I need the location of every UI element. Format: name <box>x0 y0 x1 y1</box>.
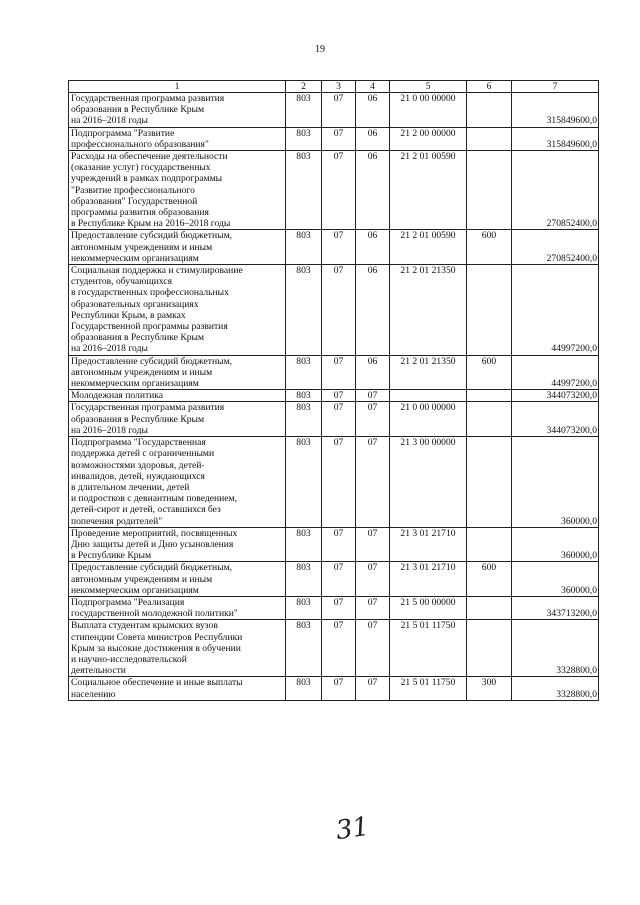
page-number: 19 <box>315 44 325 55</box>
cell-amount: 315849600,0 <box>512 127 599 150</box>
cell-target-article: 21 3 00 00000 <box>390 437 467 528</box>
cell-target-article: 21 5 01 11750 <box>390 620 467 677</box>
table-row <box>69 527 599 562</box>
cell-code-section: 07 <box>322 127 356 150</box>
cell-code-section: 07 <box>322 677 356 700</box>
cell-code-ministry: 803 <box>286 390 322 402</box>
cell-code-subsection: 07 <box>356 562 390 597</box>
cell-code-subsection: 06 <box>356 151 390 230</box>
cell-code-subsection: 07 <box>356 677 390 700</box>
cell-code-subsection: 06 <box>356 230 390 265</box>
cell-name: Расходы на обеспечение деятельности (оказание услуг) государственных учреждений в рамках подпрограммы "Развитие профессионального образования" Государственной программы развития образования в Республике Крым на 2016–2018 годы <box>69 151 286 230</box>
cell-code-ministry: 803 <box>286 402 322 437</box>
cell-code-subsection: 06 <box>356 265 390 356</box>
cell-code-ministry: 803 <box>286 620 322 677</box>
cell-code-ministry: 803 <box>286 127 322 150</box>
cell-name: Подпрограмма "Реализация государственной молодежной политики" <box>69 596 286 619</box>
cell-code-subsection: 07 <box>356 527 390 562</box>
cell-amount: 360000,0 <box>512 527 599 562</box>
cell-code-subsection: 07 <box>356 402 390 437</box>
cell-name: Социальная поддержка и стимулирование студентов, обучающихся в государственных профессиональных образовательных организациях Республики Крым, в рамках Государственной программы развития образования в Республике Крым на 2016–2018 годы <box>69 265 286 356</box>
cell-code-ministry: 803 <box>286 437 322 528</box>
cell-code-section: 07 <box>322 151 356 230</box>
cell-name: Государственная программа развития образования в Республике Крым на 2016–2018 годы <box>69 402 286 437</box>
cell-code-ministry: 803 <box>286 93 322 128</box>
table-row <box>69 355 599 390</box>
cell-amount: 343713200,0 <box>512 596 599 619</box>
cell-amount: 344073200,0 <box>512 390 599 402</box>
cell-expense-type: 300 <box>467 677 512 700</box>
cell-amount: 44997200,0 <box>512 355 599 390</box>
column-header: 7 <box>512 81 599 93</box>
cell-amount: 360000,0 <box>512 562 599 597</box>
table-row <box>69 390 599 402</box>
table-row <box>69 127 599 150</box>
cell-code-section: 07 <box>322 620 356 677</box>
cell-code-section: 07 <box>322 265 356 356</box>
cell-code-subsection: 07 <box>356 620 390 677</box>
cell-code-section: 07 <box>322 437 356 528</box>
cell-name: Предоставление субсидий бюджетным, автономным учреждениям и иным некоммерческим организациям <box>69 355 286 390</box>
cell-name: Подпрограмма "Государственная поддержка детей с ограниченными возможностями здоровья, детей- инвалидов, детей, нуждающихся в длительном лечении, детей и подростков с девиантным поведением, детей-сирот и детей, оставшихся без попечения родителей" <box>69 437 286 528</box>
cell-expense-type: 600 <box>467 355 512 390</box>
cell-target-article: 21 3 01 21710 <box>390 527 467 562</box>
cell-name: Предоставление субсидий бюджетным, автономным учреждениям и иным некоммерческим организациям <box>69 230 286 265</box>
cell-code-ministry: 803 <box>286 151 322 230</box>
cell-expense-type: 600 <box>467 562 512 597</box>
cell-code-subsection: 06 <box>356 93 390 128</box>
cell-name: Молодежная политика <box>69 390 286 402</box>
cell-target-article: 21 2 01 21350 <box>390 265 467 356</box>
cell-code-ministry: 803 <box>286 562 322 597</box>
cell-name: Выплата студентам крымских вузов стипендии Совета министров Республики Крым за высокие достижения в обучении и научно-исследовательской деятельности <box>69 620 286 677</box>
cell-expense-type <box>467 437 512 528</box>
cell-code-subsection: 07 <box>356 437 390 528</box>
cell-expense-type <box>467 151 512 230</box>
budget-table <box>68 80 599 701</box>
cell-target-article: 21 5 01 11750 <box>390 677 467 700</box>
cell-code-section: 07 <box>322 596 356 619</box>
cell-expense-type <box>467 527 512 562</box>
cell-code-section: 07 <box>322 562 356 597</box>
column-header: 1 <box>69 81 286 93</box>
cell-code-section: 07 <box>322 402 356 437</box>
cell-target-article: 21 2 01 00590 <box>390 230 467 265</box>
cell-code-subsection: 07 <box>356 390 390 402</box>
cell-amount: 344073200,0 <box>512 402 599 437</box>
table-body <box>69 93 599 701</box>
cell-target-article: 21 2 01 00590 <box>390 151 467 230</box>
table-row <box>69 677 599 700</box>
cell-target-article: 21 2 01 21350 <box>390 355 467 390</box>
cell-amount: 270852400,0 <box>512 230 599 265</box>
cell-code-ministry: 803 <box>286 677 322 700</box>
cell-code-subsection: 06 <box>356 127 390 150</box>
column-header: 6 <box>467 81 512 93</box>
cell-target-article: 21 0 00 00000 <box>390 402 467 437</box>
cell-code-subsection: 07 <box>356 596 390 619</box>
table-row <box>69 265 599 356</box>
cell-expense-type <box>467 93 512 128</box>
cell-name: Подпрограмма "Развитие профессионального образования" <box>69 127 286 150</box>
cell-amount: 360000,0 <box>512 437 599 528</box>
cell-expense-type <box>467 265 512 356</box>
cell-code-section: 07 <box>322 230 356 265</box>
cell-expense-type <box>467 390 512 402</box>
table-row <box>69 230 599 265</box>
cell-target-article: 21 0 00 00000 <box>390 93 467 128</box>
cell-amount: 315849600,0 <box>512 93 599 128</box>
column-header: 3 <box>322 81 356 93</box>
cell-expense-type <box>467 402 512 437</box>
table-header-row <box>69 81 599 93</box>
cell-code-ministry: 803 <box>286 527 322 562</box>
column-header: 4 <box>356 81 390 93</box>
cell-target-article: 21 5 00 00000 <box>390 596 467 619</box>
cell-amount: 3328800,0 <box>512 620 599 677</box>
cell-expense-type <box>467 596 512 619</box>
table-row <box>69 93 599 128</box>
table-row <box>69 596 599 619</box>
table-row <box>69 402 599 437</box>
cell-code-section: 07 <box>322 390 356 402</box>
cell-target-article: 21 3 01 21710 <box>390 562 467 597</box>
cell-amount: 270852400,0 <box>512 151 599 230</box>
cell-expense-type <box>467 127 512 150</box>
handwritten-page-number: 31 <box>334 811 372 847</box>
cell-name: Государственная программа развития образования в Республике Крым на 2016–2018 годы <box>69 93 286 128</box>
cell-target-article: 21 2 00 00000 <box>390 127 467 150</box>
column-header: 5 <box>390 81 467 93</box>
cell-code-section: 07 <box>322 527 356 562</box>
cell-code-ministry: 803 <box>286 355 322 390</box>
table-row <box>69 620 599 677</box>
cell-name: Проведение мероприятий, посвященных Дню защиты детей и Дню усыновления в Республике Крым <box>69 527 286 562</box>
cell-expense-type: 600 <box>467 230 512 265</box>
table-row <box>69 151 599 230</box>
cell-name: Социальное обеспечение и иные выплаты населению <box>69 677 286 700</box>
table-row <box>69 562 599 597</box>
cell-code-subsection: 06 <box>356 355 390 390</box>
cell-code-section: 07 <box>322 93 356 128</box>
cell-amount: 44997200,0 <box>512 265 599 356</box>
cell-code-ministry: 803 <box>286 230 322 265</box>
cell-expense-type <box>467 620 512 677</box>
table-row <box>69 437 599 528</box>
cell-code-ministry: 803 <box>286 596 322 619</box>
column-header: 2 <box>286 81 322 93</box>
cell-code-section: 07 <box>322 355 356 390</box>
cell-code-ministry: 803 <box>286 265 322 356</box>
cell-target-article <box>390 390 467 402</box>
cell-amount: 3328800,0 <box>512 677 599 700</box>
cell-name: Предоставление субсидий бюджетным, автономным учреждениям и иным некоммерческим организациям <box>69 562 286 597</box>
